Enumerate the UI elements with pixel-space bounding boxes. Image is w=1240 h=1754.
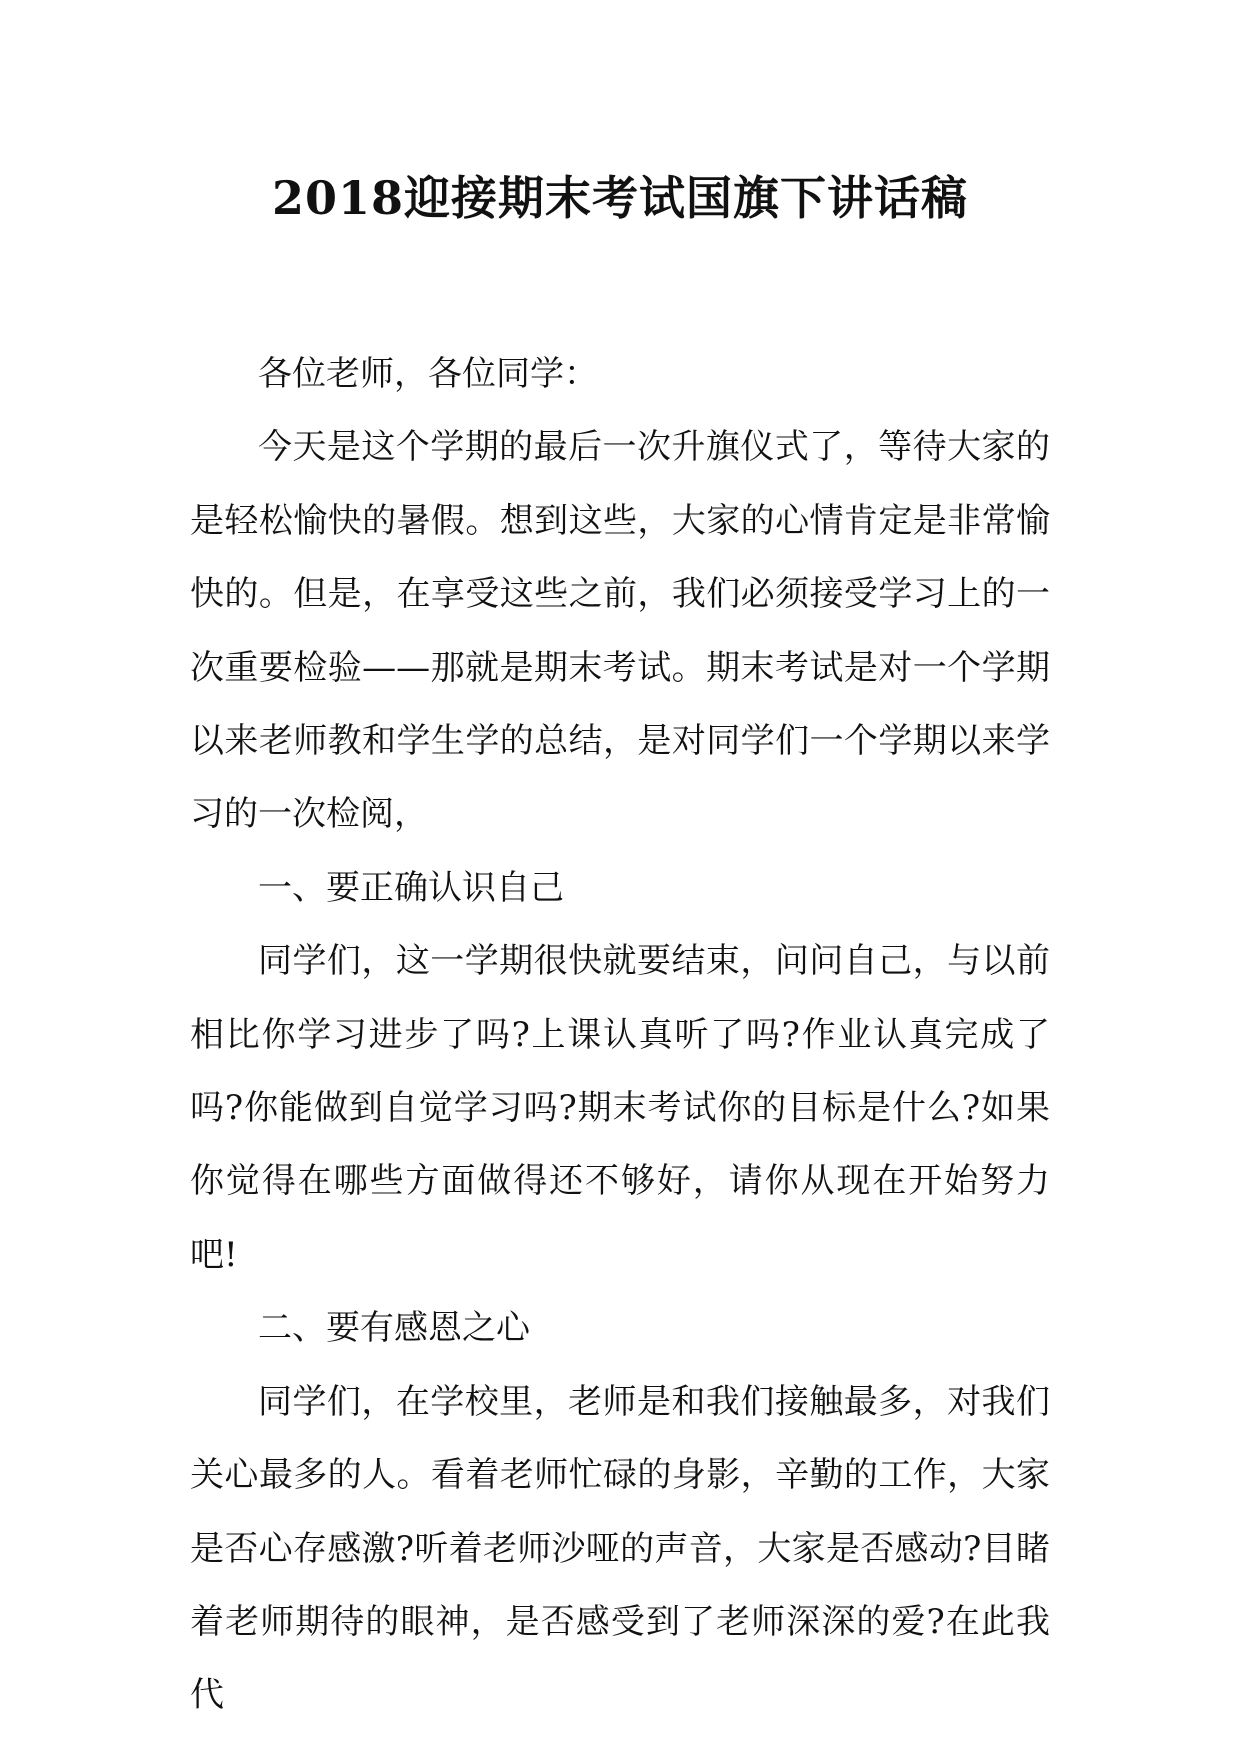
section-1-paragraph: 同学们，这一学期很快就要结束，问问自己，与以前相比你学习进步了吗?上课认真听了吗?作业认真完成了吗?你能做到自觉学习吗?期末考试你的目标是什么?如果你觉得在哪些方面做得还不够好，请你从现在开始努力吧! [190, 941, 1050, 1275]
intro-paragraph: 今天是这个学期的最后一次升旗仪式了，等待大家的是轻松愉快的暑假。想到这些，大家的心情肯定是非常愉快的。但是，在享受这些之前，我们必须接受学习上的一次重要检验——那就是期末考试。期末考试是对一个学期以来老师教和学生学的总结，是对同学们一个学期以来学习的一次检阅， [190, 427, 1050, 835]
section-heading-2: 二、要有感恩之心 [258, 1308, 530, 1349]
section-heading-1: 一、要正确认识自己 [258, 867, 564, 908]
greeting-paragraph: 各位老师，各位同学： [258, 354, 598, 394]
document-body [190, 338, 1050, 1733]
section-2-paragraph: 同学们，在学校里，老师是和我们接触最多，对我们关心最多的人。看着老师忙碌的身影，辛勤的工作，大家是否心存感激?听着老师沙哑的声音，大家是否感动?目睹着老师期待的眼神，是否感受到了老师深深的爱?在此我代 [190, 1381, 1050, 1716]
document-title: 2018迎接期末考试国旗下讲话稿 [271, 171, 969, 225]
